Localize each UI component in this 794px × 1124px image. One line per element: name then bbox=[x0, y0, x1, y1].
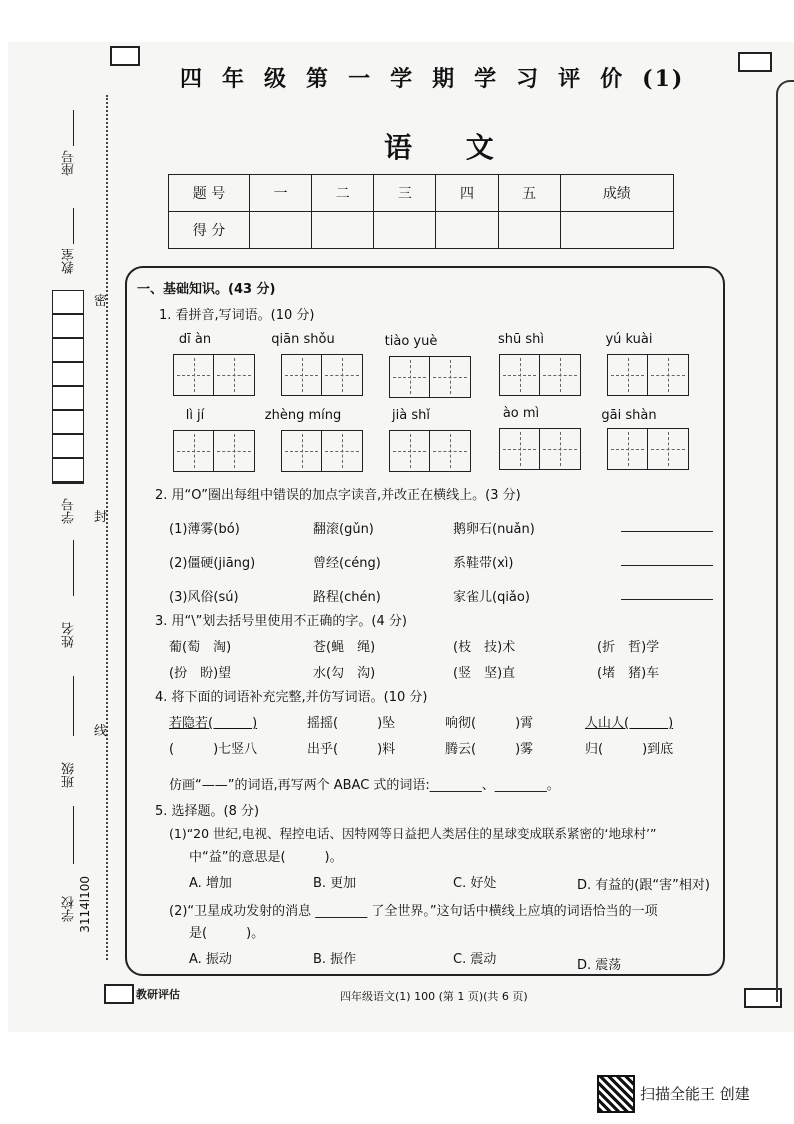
q2-item: 鹅卵石(nuǎn) bbox=[453, 522, 535, 537]
q5-2-line1: (2)“卫星成功发射的消息 ________ 了全世界。”这句话中横线上应填的词语恰当的一项 bbox=[169, 904, 658, 919]
q5-title: 5. 选择题。(8 分) bbox=[155, 804, 260, 819]
section-title: 一、基础知识。(43 分) bbox=[137, 282, 276, 297]
q5-1-option[interactable]: B. 更加 bbox=[313, 876, 357, 891]
score-header-cell: 五 bbox=[498, 175, 560, 212]
registration-mark-top-right bbox=[738, 52, 772, 72]
q2-answer-line[interactable] bbox=[621, 598, 713, 600]
class-label: 教室 bbox=[62, 248, 77, 274]
qr-code-icon bbox=[597, 1075, 635, 1113]
title-char: 价 bbox=[600, 66, 625, 92]
score-header-cell: 题 号 bbox=[169, 175, 250, 212]
q2-item: (3)风俗(sú) bbox=[169, 590, 239, 605]
seal-feng: 封 bbox=[94, 510, 108, 525]
q3-item: 水(勾 沟) bbox=[313, 666, 376, 681]
pinyin-label: ào mì bbox=[502, 406, 540, 421]
q5-1-line2: 中“益”的意思是( )。 bbox=[189, 850, 343, 865]
registration-mark-bottom-left bbox=[104, 984, 134, 1004]
title-char: 第 bbox=[306, 66, 331, 92]
tianzige-box[interactable] bbox=[607, 354, 689, 396]
title-char: 评 bbox=[558, 66, 583, 92]
tianzige-box[interactable] bbox=[173, 430, 255, 472]
q5-1-option[interactable]: A. 增加 bbox=[189, 876, 232, 891]
score-table bbox=[168, 174, 674, 249]
q5-1-line1: (1)“20 世纪,电视、程控电话、因特网等日益把人类居住的星球变成联系紧密的‘地球村’” bbox=[169, 826, 657, 841]
q5-2-line2: 是( )。 bbox=[189, 926, 265, 941]
q2-item: 家雀儿(qiǎo) bbox=[453, 590, 530, 605]
q4-item: 响彻( )霄 bbox=[445, 716, 534, 731]
q3-title: 3. 用“\”划去括号里使用不正确的字。(4 分) bbox=[155, 614, 407, 629]
binding-dotted-line bbox=[106, 95, 108, 960]
q5-2-option[interactable]: A. 振动 bbox=[189, 952, 232, 967]
tianzige-box[interactable] bbox=[281, 354, 363, 396]
q4-imitate: 仿画“——”的词语,再写两个 ABAC 式的词语:________、________。 bbox=[169, 778, 560, 793]
tianzige-box[interactable] bbox=[173, 354, 255, 396]
title-char: 习 bbox=[516, 66, 541, 92]
grade-label: 班级 bbox=[62, 762, 77, 788]
score-cell[interactable] bbox=[436, 212, 498, 249]
title-char: 四 bbox=[180, 66, 205, 92]
q4-title: 4. 将下面的词语补充完整,并仿写词语。(10 分) bbox=[155, 690, 428, 705]
q2-item: (2)僵硬(jiāng) bbox=[169, 556, 256, 571]
q3-item: (枝 技)术 bbox=[453, 640, 516, 655]
seal-mi: 密 bbox=[94, 294, 108, 309]
score-header-cell: 一 bbox=[250, 175, 312, 212]
q5-1-option[interactable]: D. 有益的(跟“害”相对) bbox=[577, 878, 710, 893]
tianzige-box[interactable] bbox=[281, 430, 363, 472]
pinyin-label: zhèng míng bbox=[264, 408, 342, 423]
class-field[interactable] bbox=[73, 208, 74, 244]
q2-item: (1)薄雾(bó) bbox=[169, 522, 240, 537]
tianzige-box[interactable] bbox=[499, 354, 581, 396]
question-section-box bbox=[125, 266, 725, 976]
seat-label: 座号 bbox=[62, 150, 77, 176]
tianzige-box[interactable] bbox=[607, 428, 689, 470]
q5-1-option[interactable]: C. 好处 bbox=[453, 876, 497, 891]
q2-answer-line[interactable] bbox=[621, 530, 713, 532]
page-edge bbox=[776, 80, 794, 1002]
score-cell[interactable] bbox=[560, 212, 673, 249]
q3-item: (折 哲)学 bbox=[597, 640, 660, 655]
tianzige-box[interactable] bbox=[389, 430, 471, 472]
score-row-label: 得 分 bbox=[169, 212, 250, 249]
q3-item: (竖 坚)直 bbox=[453, 666, 516, 681]
score-cell[interactable] bbox=[250, 212, 312, 249]
title-char: 期 bbox=[432, 66, 457, 92]
page-title bbox=[180, 62, 702, 93]
subject-title: 语 文 bbox=[384, 131, 516, 164]
grade-field[interactable] bbox=[73, 806, 74, 864]
q3-item: (堵 猪)车 bbox=[597, 666, 660, 681]
q2-title: 2. 用“O”圈出每组中错误的加点字读音,并改正在横线上。(3 分) bbox=[155, 488, 521, 503]
pinyin-label: qiān shǒu bbox=[271, 332, 335, 347]
q2-item: 路程(chén) bbox=[313, 590, 381, 605]
seal-xian: 线 bbox=[94, 724, 108, 739]
q4-item: 出乎( )料 bbox=[307, 742, 396, 757]
q4-item: 归( )到底 bbox=[585, 742, 674, 757]
score-header-cell: 四 bbox=[436, 175, 498, 212]
q5-2-option[interactable]: C. 震动 bbox=[453, 952, 497, 967]
score-header-cell: 二 bbox=[312, 175, 374, 212]
student-id-boxes[interactable] bbox=[52, 290, 84, 484]
score-cell[interactable] bbox=[312, 212, 374, 249]
exam-code: 3114l100 bbox=[78, 876, 92, 933]
pinyin-label: jià shǐ bbox=[392, 408, 430, 423]
tianzige-box[interactable] bbox=[499, 428, 581, 470]
q3-item: 葡(萄 淘) bbox=[169, 640, 232, 655]
title-char: 级 bbox=[264, 66, 289, 92]
name-field[interactable] bbox=[73, 676, 74, 736]
q5-2-option[interactable]: D. 震荡 bbox=[577, 958, 622, 973]
pinyin-label: lì jí bbox=[185, 408, 205, 423]
name-label: 姓名 bbox=[62, 622, 77, 648]
q4-item: 若隐若( ) bbox=[169, 716, 258, 731]
score-value-row bbox=[169, 212, 674, 249]
tianzige-box[interactable] bbox=[389, 356, 471, 398]
title-char: 一 bbox=[348, 66, 373, 92]
title-char: 学 bbox=[474, 66, 499, 92]
pinyin-label: yú kuài bbox=[605, 332, 653, 347]
q4-item: 腾云( )雾 bbox=[445, 742, 534, 757]
page-info: 四年级语文(1) 100 (第 1 页)(共 6 页) bbox=[340, 990, 528, 1003]
score-header-cell: 三 bbox=[374, 175, 436, 212]
q3-item: 苍(蝇 绳) bbox=[313, 640, 376, 655]
q2-item: 系鞋带(xì) bbox=[453, 556, 514, 571]
q4-item: ( )七竖八 bbox=[169, 742, 258, 757]
school-label: 学校 bbox=[62, 896, 77, 922]
pinyin-label: gāi shàn bbox=[601, 408, 657, 423]
id-label: 学号 bbox=[62, 498, 77, 524]
score-header-row bbox=[169, 175, 674, 212]
publisher-label: 教研评估 bbox=[136, 988, 180, 1001]
q2-item: 翻滚(gǔn) bbox=[313, 522, 374, 537]
q5-2-option[interactable]: B. 振作 bbox=[313, 952, 357, 967]
q4-item: 人山人( ) bbox=[585, 716, 674, 731]
title-char: 学 bbox=[390, 66, 415, 92]
pinyin-label: dī àn bbox=[178, 332, 212, 347]
id-field[interactable] bbox=[73, 540, 74, 596]
score-cell[interactable] bbox=[498, 212, 560, 249]
seat-field[interactable] bbox=[73, 110, 74, 146]
title-char: (1) bbox=[642, 66, 685, 92]
q1-title: 1. 看拼音,写词语。(10 分) bbox=[159, 308, 315, 323]
q4-item: 摇摇( )坠 bbox=[307, 716, 396, 731]
q2-answer-line[interactable] bbox=[621, 564, 713, 566]
score-cell[interactable] bbox=[374, 212, 436, 249]
q2-item: 曾经(céng) bbox=[313, 556, 381, 571]
q3-item: (扮 盼)望 bbox=[169, 666, 232, 681]
score-header-cell: 成绩 bbox=[560, 175, 673, 212]
pinyin-label: tiào yuè bbox=[384, 334, 438, 349]
title-char: 年 bbox=[222, 66, 247, 92]
scanner-watermark: 扫描全能王 创建 bbox=[640, 1085, 750, 1103]
pinyin-label: shū shì bbox=[497, 332, 544, 347]
registration-mark-top-left bbox=[110, 46, 140, 66]
